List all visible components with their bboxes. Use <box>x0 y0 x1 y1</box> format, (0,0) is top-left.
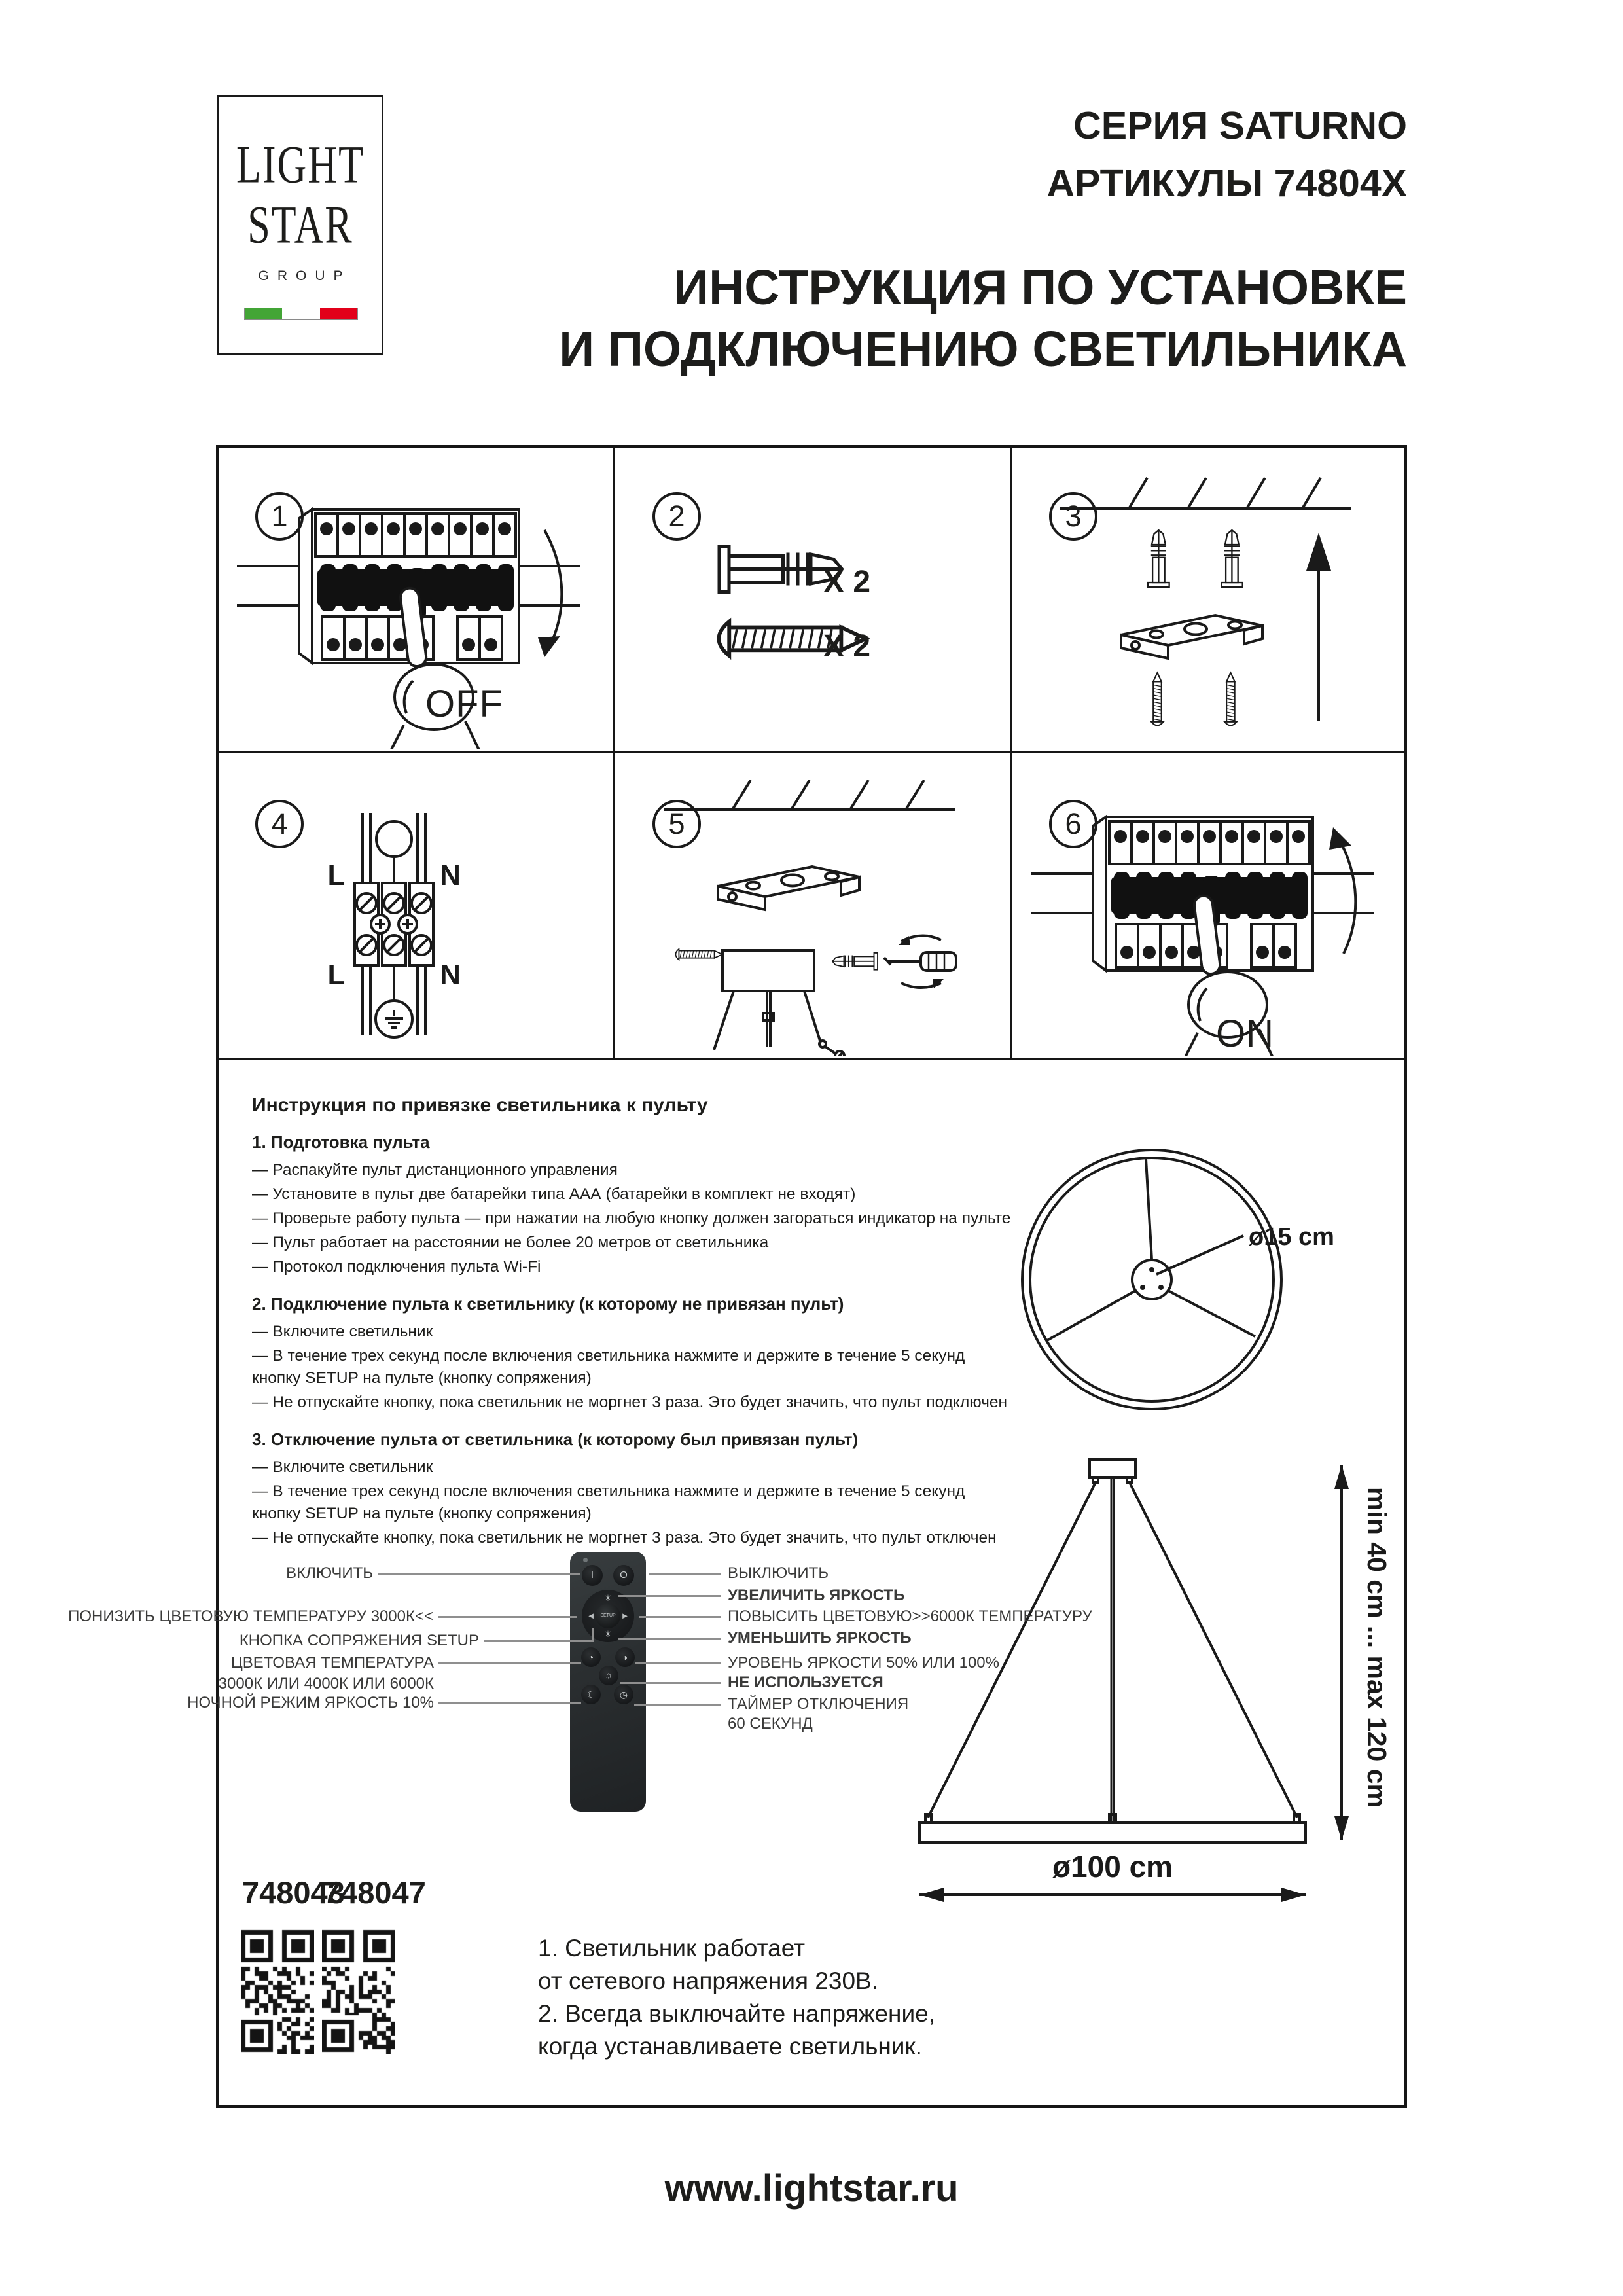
italian-flag-bar <box>244 308 358 320</box>
lightstar-logo <box>217 95 383 355</box>
label-brightness-down: УМЕНЬШИТЬ ЯРКОСТЬ <box>728 1629 912 1647</box>
bullet: — Не отпускайте кнопку, пока светильник не моргнет 3 раза. Это будет значить, что пульт подключен <box>252 1393 1008 1411</box>
pendant-diameter-label: ø100 cm <box>1052 1850 1173 1884</box>
panel6-number: 6 <box>1049 800 1097 848</box>
leader-setup-elbow <box>592 1628 594 1642</box>
label-color-temp-1: ЦВЕТОВАЯ ТЕМПЕРАТУРА <box>230 1654 434 1672</box>
bullet: — Включите светильник <box>252 1458 433 1476</box>
bullet: — Пульт работает на расстоянии не более 20 метров от светильника <box>252 1234 769 1251</box>
grid-divider-h1 <box>216 751 1407 753</box>
logo-group: GROUP <box>258 268 351 283</box>
leader-off <box>649 1573 721 1575</box>
safety-notes <box>538 1932 935 2063</box>
section2-title: 2. Подключение пульта к светильнику (к которому не привязан пульт) <box>252 1294 844 1314</box>
terminal-n-bottom-label: N <box>440 959 461 991</box>
color-temp-down-button[interactable]: ◄ <box>586 1611 596 1621</box>
main-title-line1: ИНСТРУКЦИЯ ПО УСТАНОВКЕ <box>673 260 1407 315</box>
label-setup: КНОПКА СОПРЯЖЕНИЯ SETUP <box>239 1632 479 1649</box>
leader-unused <box>620 1682 721 1684</box>
ring-top-view-diagram <box>1001 1132 1407 1433</box>
color-temp-up-button[interactable]: ► <box>620 1611 630 1621</box>
bullet: — Установите в пульт две батарейки типа ААА (батарейки в комплект не входят) <box>252 1185 856 1203</box>
label-timer-1: ТАЙМЕР ОТКЛЮЧЕНИЯ <box>728 1695 909 1713</box>
panel5-number: 5 <box>652 800 701 848</box>
label-brightness-up: УВЕЛИЧИТЬ ЯРКОСТЬ <box>728 1587 905 1604</box>
series-title: СЕРИЯ SATURNO <box>1073 104 1407 147</box>
label-night-mode: НОЧНОЙ РЕЖИМ ЯРКОСТЬ 10% <box>187 1694 434 1712</box>
flag-green <box>245 308 282 319</box>
section3-title: 3. Отключение пульта от светильника (к которому был привязан пульт) <box>252 1429 859 1449</box>
note-line: от сетевого напряжения 230В. <box>538 1967 878 1994</box>
terminal-l-top-label: L <box>327 859 346 891</box>
timer-button[interactable]: ◷ <box>614 1685 633 1704</box>
logo-star: STAR <box>247 196 353 255</box>
label-brightness-level: УРОВЕНЬ ЯРКОСТИ 50% ИЛИ 100% <box>728 1654 999 1672</box>
note-line: когда устанавливаете светильник. <box>538 2033 922 2060</box>
panel6-caption-on: ON <box>1216 1013 1274 1055</box>
leader-on <box>378 1573 580 1575</box>
brightness-level-button[interactable]: ◑ <box>615 1647 635 1667</box>
product-code-748043: 748043 <box>242 1875 345 1910</box>
bullet: — Не отпускайте кнопку, пока светильник не моргнет 3 раза. Это будет значить, что пульт отключен <box>252 1529 997 1547</box>
bullet: — В течение трех секунд после включения светильника нажмите и держите в течение 5 секунд кнопку SETUP на пульте (кнопку сопряжения) <box>252 1347 965 1387</box>
leader-temp-up <box>639 1616 721 1618</box>
header-titles <box>559 97 1407 380</box>
ring-diameter-label: ø15 cm <box>1249 1223 1334 1251</box>
label-color-temp-2: 3000К ИЛИ 4000К ИЛИ 6000К <box>218 1675 434 1693</box>
flag-red <box>320 308 357 319</box>
panel3-number: 3 <box>1049 492 1097 541</box>
panel2-number: 2 <box>652 492 701 541</box>
leader-temp-down <box>438 1616 577 1618</box>
panel1-caption-off: OFF <box>425 683 503 725</box>
panel1-number: 1 <box>255 492 304 541</box>
label-temp-up: ПОВЫСИТЬ ЦВЕТОВУЮ>>6000К ТЕМПЕРАТУРУ <box>728 1607 1092 1625</box>
terminal-n-top-label: N <box>440 859 461 891</box>
remote-led-indicator <box>583 1558 588 1562</box>
brightness-down-button[interactable]: ☀ <box>604 1629 612 1639</box>
dpad <box>582 1590 634 1642</box>
footer-url: www.lightstar.ru <box>664 2167 959 2210</box>
label-off: ВЫКЛЮЧИТЬ <box>728 1564 829 1582</box>
label-temp-down: ПОНИЗИТЬ ЦВЕТОВУЮ ТЕМПЕРАТУРУ 3000К<< <box>68 1607 433 1625</box>
bullet: — Проверьте работу пульта — при нажатии на любую кнопку должен загораться индикатор на пульте <box>252 1210 1011 1227</box>
leader-brightness-down <box>618 1638 721 1640</box>
leader-color-temp <box>438 1662 581 1664</box>
pendant-side-view-diagram <box>910 1440 1407 1911</box>
flag-white <box>282 308 319 319</box>
bullet: — В течение трех секунд после включения светильника нажмите и держите в течение 5 секунд кнопку SETUP на пульте (кнопку сопряжения) <box>252 1482 965 1522</box>
pairing-instructions <box>252 1094 1018 1551</box>
label-on: ВКЛЮЧИТЬ <box>286 1564 373 1582</box>
leader-brightness-level <box>635 1662 721 1664</box>
logo-light: LIGHT <box>236 135 365 195</box>
note-line: 1. Светильник работает <box>538 1935 806 1962</box>
qr-code-748047 <box>322 1928 395 2054</box>
brightness-up-button[interactable]: ☀ <box>604 1593 612 1603</box>
grid-divider-h2 <box>216 1058 1407 1060</box>
bullet: — Распакуйте пульт дистанционного управления <box>252 1161 618 1179</box>
product-code-748047: 748047 <box>323 1875 426 1910</box>
articles-title: АРТИКУЛЫ 74804Х <box>1046 162 1407 205</box>
bullet: — Протокол подключения пульта Wi-Fi <box>252 1258 541 1276</box>
power-on-button[interactable]: I <box>582 1565 603 1586</box>
qr-code-748043 <box>241 1928 314 2054</box>
panel2-screw-qty: X 2 <box>823 629 871 664</box>
leader-night-mode <box>438 1702 581 1704</box>
panel4-number: 4 <box>255 800 304 848</box>
color-temp-cycle-button[interactable]: ◔ <box>581 1647 601 1667</box>
unused-button[interactable]: ☼ <box>599 1666 618 1685</box>
leader-setup <box>484 1640 594 1642</box>
label-timer-2: 60 СЕКУНД <box>728 1715 813 1732</box>
bullet: — Включите светильник <box>252 1323 433 1340</box>
setup-pairing-button[interactable]: SETUP <box>596 1604 620 1628</box>
leader-brightness-up <box>618 1595 721 1597</box>
height-range-label: min 40 cm ... max 120 cm <box>1362 1487 1392 1808</box>
panel2-anchor-qty: X 2 <box>823 565 871 600</box>
main-title-line2: И ПОДКЛЮЧЕНИЮ СВЕТИЛЬНИКА <box>559 321 1407 376</box>
night-mode-button[interactable]: ☾ <box>581 1685 601 1704</box>
instructions-heading: Инструкция по привязке светильника к пульту <box>252 1094 708 1116</box>
power-off-button[interactable]: O <box>613 1565 634 1586</box>
note-line: 2. Всегда выключайте напряжение, <box>538 2000 935 2027</box>
leader-timer <box>634 1704 721 1706</box>
section1-title: 1. Подготовка пульта <box>252 1132 430 1152</box>
label-unused: НЕ ИСПОЛЬЗУЕТСЯ <box>728 1674 883 1691</box>
terminal-l-bottom-label: L <box>327 959 346 991</box>
